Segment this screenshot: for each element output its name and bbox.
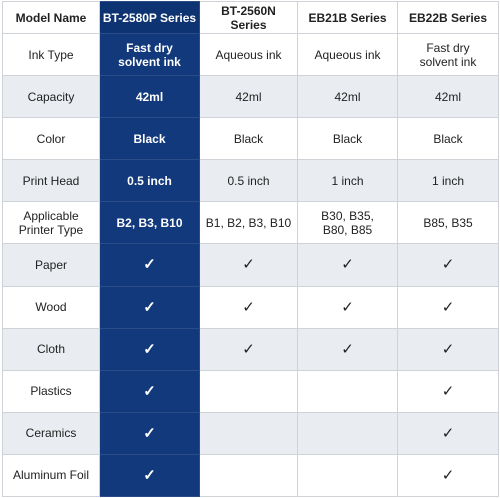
header-model-name: Model Name [3, 2, 100, 34]
row-label: Applicable Printer Type [3, 202, 100, 244]
table-cell [100, 286, 200, 328]
table-cell [298, 328, 398, 370]
checkmark-icon: ✓ [341, 256, 354, 274]
checkmark-icon: ✓ [143, 382, 156, 400]
row-label: Plastics [3, 370, 100, 412]
row-label: Ceramics [3, 412, 100, 454]
table-row-paper [3, 244, 499, 286]
table-cell [200, 328, 298, 370]
table-row-cloth [3, 328, 499, 370]
checkmark-icon: ✓ [441, 382, 455, 400]
table-cell: Fast dry solvent ink [100, 34, 200, 76]
row-label: Cloth [3, 328, 100, 370]
table-cell [398, 244, 499, 286]
table-row-print-head [3, 160, 499, 202]
checkmark-icon: ✓ [441, 340, 455, 358]
table-row-applicable-printer-type [3, 202, 499, 244]
checkmark-icon: ✓ [143, 298, 156, 316]
row-label: Wood [3, 286, 100, 328]
row-label: Ink Type [3, 34, 100, 76]
checkmark-icon: ✓ [441, 466, 455, 484]
table-cell: Aqueous ink [200, 34, 298, 76]
table-cell [398, 412, 499, 454]
table-cell [298, 244, 398, 286]
checkmark-icon: ✓ [143, 256, 156, 274]
row-label: Paper [3, 244, 100, 286]
row-label: Print Head [3, 160, 100, 202]
table-cell: Black [200, 118, 298, 160]
table-row-color [3, 118, 499, 160]
table-cell: Black [298, 118, 398, 160]
row-label: Aluminum Foil [3, 454, 100, 496]
table-row-ceramics [3, 412, 499, 454]
table-cell [100, 370, 200, 412]
table-cell [398, 370, 499, 412]
checkmark-icon: ✓ [441, 424, 455, 442]
checkmark-icon: ✓ [341, 298, 354, 316]
header-row [3, 2, 499, 34]
checkmark-icon: ✓ [441, 298, 455, 316]
table-row-aluminum-foil [3, 454, 499, 496]
header-eb22b: EB22B Series [398, 2, 499, 34]
table-row-capacity [3, 76, 499, 118]
table-cell: 42ml [298, 76, 398, 118]
table-cell: Black [100, 118, 200, 160]
checkmark-icon: ✓ [441, 256, 455, 274]
table-cell [100, 454, 200, 496]
table-cell: 1 inch [298, 160, 398, 202]
table-row-ink-type [3, 34, 499, 76]
table-cell [200, 454, 298, 496]
checkmark-icon: ✓ [242, 256, 255, 274]
checkmark-icon: ✓ [242, 298, 255, 316]
table-cell [200, 286, 298, 328]
table-cell: 1 inch [398, 160, 499, 202]
table-cell [298, 370, 398, 412]
table-cell [398, 286, 499, 328]
table-cell [100, 412, 200, 454]
table-row-wood [3, 286, 499, 328]
table-cell: 42ml [100, 76, 200, 118]
header-bt-2580p: BT-2580P Series [100, 2, 200, 34]
table-cell [100, 244, 200, 286]
table-cell [100, 328, 200, 370]
table-cell: 0.5 inch [100, 160, 200, 202]
table-cell [398, 328, 499, 370]
checkmark-icon: ✓ [242, 340, 255, 358]
header-eb21b: EB21B Series [298, 2, 398, 34]
checkmark-icon: ✓ [143, 424, 156, 442]
table-row-plastics [3, 370, 499, 412]
table-cell: Fast dry solvent ink [398, 34, 499, 76]
row-label: Capacity [3, 76, 100, 118]
table-cell [200, 244, 298, 286]
comparison-table [2, 1, 499, 497]
table-cell: 42ml [200, 76, 298, 118]
table-cell: 0.5 inch [200, 160, 298, 202]
header-bt-2560n: BT-2560N Series [200, 2, 298, 34]
table-cell: B1, B2, B3, B10 [200, 202, 298, 244]
table-cell: Aqueous ink [298, 34, 398, 76]
table-cell: B2, B3, B10 [100, 202, 200, 244]
table-cell: Black [398, 118, 499, 160]
checkmark-icon: ✓ [341, 340, 354, 358]
row-label: Color [3, 118, 100, 160]
checkmark-icon: ✓ [143, 466, 156, 484]
table-cell [200, 412, 298, 454]
checkmark-icon: ✓ [143, 340, 156, 358]
table-cell [298, 286, 398, 328]
table-cell [398, 454, 499, 496]
table-cell: B85, B35 [398, 202, 499, 244]
table-cell [200, 370, 298, 412]
table-cell [298, 454, 398, 496]
table-cell: B30, B35, B80, B85 [298, 202, 398, 244]
table-cell [298, 412, 398, 454]
table-cell: 42ml [398, 76, 499, 118]
